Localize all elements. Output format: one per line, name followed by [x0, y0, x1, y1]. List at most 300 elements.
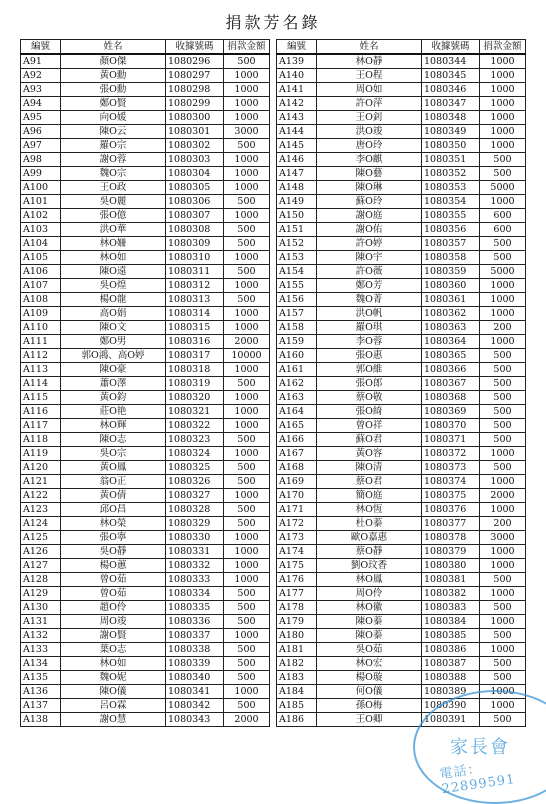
- donation-amount: 1000: [480, 125, 526, 139]
- receipt-number: 1080370: [422, 419, 480, 433]
- receipt-number: 1080344: [422, 54, 480, 69]
- donation-amount: 500: [224, 139, 270, 153]
- donation-amount: 200: [480, 517, 526, 531]
- donor-id: A156: [277, 293, 317, 307]
- receipt-number: 1080345: [422, 69, 480, 83]
- donor-id: A126: [21, 545, 61, 559]
- donor-name: 張O勳: [61, 83, 166, 97]
- donor-id: A95: [21, 111, 61, 125]
- donor-id: A139: [277, 54, 317, 69]
- donor-name: 黃O鳳: [61, 461, 166, 475]
- donor-id: A182: [277, 657, 317, 671]
- receipt-number: 1080361: [422, 293, 480, 307]
- donor-table-left: [20, 39, 270, 727]
- donor-id: A109: [21, 307, 61, 321]
- donation-amount: 1000: [480, 279, 526, 293]
- receipt-number: 1080355: [422, 209, 480, 223]
- donor-name: 邱O昌: [61, 503, 166, 517]
- donation-amount: 500: [480, 461, 526, 475]
- donation-amount: 500: [480, 419, 526, 433]
- table-row: [277, 517, 526, 531]
- donation-amount: 1000: [480, 545, 526, 559]
- table-row: [21, 461, 270, 475]
- donor-name: 鄭O芳: [317, 279, 422, 293]
- table-row: [21, 489, 270, 503]
- receipt-number: 1080363: [422, 321, 480, 335]
- table-row: [21, 139, 270, 153]
- donation-amount: 1000: [224, 321, 270, 335]
- donation-amount: 500: [224, 643, 270, 657]
- receipt-number: 1080360: [422, 279, 480, 293]
- donor-name: 蘇O君: [317, 433, 422, 447]
- donation-amount: 500: [224, 517, 270, 531]
- donor-name: 楊O龍: [61, 293, 166, 307]
- donor-id: A138: [21, 713, 61, 727]
- table-row: [277, 601, 526, 615]
- donor-id: A135: [21, 671, 61, 685]
- donor-id: A167: [277, 447, 317, 461]
- donor-name: 曾O茹: [61, 573, 166, 587]
- receipt-number: 1080341: [166, 685, 224, 699]
- donor-name: 顏O傑: [61, 54, 166, 69]
- donation-amount: 500: [480, 657, 526, 671]
- receipt-number: 1080305: [166, 181, 224, 195]
- donation-amount: 1000: [480, 97, 526, 111]
- donor-id: A154: [277, 265, 317, 279]
- donor-id: A153: [277, 251, 317, 265]
- table-row: [277, 335, 526, 349]
- receipt-number: 1080373: [422, 461, 480, 475]
- receipt-number: 1080377: [422, 517, 480, 531]
- donor-id: A113: [21, 363, 61, 377]
- receipt-number: 1080321: [166, 405, 224, 419]
- donor-name: 呂O霖: [61, 699, 166, 713]
- donation-amount: 1000: [480, 503, 526, 517]
- donor-id: A166: [277, 433, 317, 447]
- donor-id: A179: [277, 615, 317, 629]
- donor-id: A164: [277, 405, 317, 419]
- receipt-number: 1080386: [422, 643, 480, 657]
- donor-id: A94: [21, 97, 61, 111]
- table-row: [21, 307, 270, 321]
- table-row: [21, 531, 270, 545]
- header-amount: 捐款金額: [480, 40, 526, 55]
- donor-id: A186: [277, 713, 317, 727]
- table-row: [21, 685, 270, 699]
- donation-amount: 500: [224, 657, 270, 671]
- receipt-number: 1080339: [166, 657, 224, 671]
- donor-name: 高O娟: [61, 307, 166, 321]
- donation-amount: 5000: [480, 265, 526, 279]
- donor-id: A177: [277, 587, 317, 601]
- donor-name: 林O徽: [317, 601, 422, 615]
- donor-name: 李O蓉: [317, 335, 422, 349]
- donor-name: 許O萍: [317, 97, 422, 111]
- receipt-number: 1080322: [166, 419, 224, 433]
- table-row: [21, 181, 270, 195]
- donor-name: 黃O倩: [61, 489, 166, 503]
- donor-name: 郭O維: [317, 363, 422, 377]
- donor-id: A125: [21, 531, 61, 545]
- donation-amount: 1000: [224, 111, 270, 125]
- donation-amount: 500: [224, 54, 270, 69]
- donor-id: A92: [21, 69, 61, 83]
- table-row: [277, 83, 526, 97]
- table-row: [21, 405, 270, 419]
- stamp-phone: 電話：22899591: [438, 761, 517, 798]
- donation-amount: 1000: [224, 405, 270, 419]
- donor-name: 林O靜: [317, 54, 422, 69]
- donation-amount: 1000: [224, 83, 270, 97]
- donor-name: 洪O華: [61, 223, 166, 237]
- receipt-number: 1080346: [422, 83, 480, 97]
- donation-amount: 600: [480, 223, 526, 237]
- donor-id: A102: [21, 209, 61, 223]
- donor-name: 許O薇: [317, 265, 422, 279]
- donation-amount: 500: [480, 167, 526, 181]
- donor-name: 張O郎: [317, 377, 422, 391]
- donor-name: 洪O帆: [317, 307, 422, 321]
- donor-name: 林O如: [61, 251, 166, 265]
- receipt-number: 1080374: [422, 475, 480, 489]
- donor-name: 趙O伶: [61, 601, 166, 615]
- donor-id: A137: [21, 699, 61, 713]
- table-row: [21, 363, 270, 377]
- donor-id: A133: [21, 643, 61, 657]
- donor-id: A93: [21, 83, 61, 97]
- donor-name: 張O綺: [317, 405, 422, 419]
- donor-name: 羅O琪: [317, 321, 422, 335]
- donor-id: A129: [21, 587, 61, 601]
- donor-name: 曾O祥: [317, 419, 422, 433]
- table-row: [277, 153, 526, 167]
- table-row: [21, 377, 270, 391]
- donor-name: 蔡O靜: [317, 545, 422, 559]
- donor-id: A122: [21, 489, 61, 503]
- table-row: [277, 503, 526, 517]
- donor-id: A128: [21, 573, 61, 587]
- table-row: [21, 69, 270, 83]
- table-row: [277, 629, 526, 643]
- table-row: [21, 517, 270, 531]
- table-row: [21, 643, 270, 657]
- receipt-number: 1080319: [166, 377, 224, 391]
- donor-name: 魏O妮: [61, 671, 166, 685]
- donor-name: 蔡O敬: [317, 391, 422, 405]
- donation-amount: 1000: [224, 69, 270, 83]
- donation-amount: 1000: [224, 629, 270, 643]
- donation-amount: 500: [480, 153, 526, 167]
- donor-name: 魏O宗: [61, 167, 166, 181]
- donor-name: 劉O玟香: [317, 559, 422, 573]
- donor-id: A114: [21, 377, 61, 391]
- receipt-number: 1080380: [422, 559, 480, 573]
- donor-id: A107: [21, 279, 61, 293]
- header-name: 姓名: [317, 40, 422, 55]
- donor-id: A120: [21, 461, 61, 475]
- donor-id: A144: [277, 125, 317, 139]
- table-row: [277, 657, 526, 671]
- donation-amount: 500: [224, 587, 270, 601]
- donor-name: 簡O庭: [317, 489, 422, 503]
- receipt-number: 1080362: [422, 307, 480, 321]
- donor-id: A155: [277, 279, 317, 293]
- donor-id: A152: [277, 237, 317, 251]
- donor-id: A165: [277, 419, 317, 433]
- donor-name: 吳O茹: [317, 643, 422, 657]
- table-row: [21, 153, 270, 167]
- receipt-number: 1080331: [166, 545, 224, 559]
- receipt-number: 1080350: [422, 139, 480, 153]
- receipt-number: 1080375: [422, 489, 480, 503]
- receipt-number: 1080325: [166, 461, 224, 475]
- donor-name: 吳O宗: [61, 447, 166, 461]
- table-row: [21, 237, 270, 251]
- donation-amount: 1000: [480, 111, 526, 125]
- donor-id: A161: [277, 363, 317, 377]
- donation-amount: 500: [480, 713, 526, 727]
- receipt-number: 1080299: [166, 97, 224, 111]
- receipt-number: 1080338: [166, 643, 224, 657]
- donor-name: 蔡O君: [317, 475, 422, 489]
- donor-id: A159: [277, 335, 317, 349]
- donor-id: A110: [21, 321, 61, 335]
- donor-name: 杜O蓁: [317, 517, 422, 531]
- table-row: [277, 69, 526, 83]
- donor-name: 周O伶: [317, 587, 422, 601]
- table-row: [277, 293, 526, 307]
- receipt-number: 1080329: [166, 517, 224, 531]
- receipt-number: 1080391: [422, 713, 480, 727]
- table-row: [21, 391, 270, 405]
- donor-id: A118: [21, 433, 61, 447]
- donor-name: 蘇O玲: [317, 195, 422, 209]
- donation-amount: 500: [480, 405, 526, 419]
- donor-id: A160: [277, 349, 317, 363]
- receipt-number: 1080389: [422, 685, 480, 699]
- table-row: [21, 615, 270, 629]
- donation-amount: 200: [480, 321, 526, 335]
- donor-name: 謝O佑: [317, 223, 422, 237]
- donor-name: 周O竣: [61, 615, 166, 629]
- receipt-number: 1080366: [422, 363, 480, 377]
- donation-amount: 1000: [224, 545, 270, 559]
- donor-name: 陳O豪: [61, 363, 166, 377]
- table-row: [21, 545, 270, 559]
- table-row: [277, 251, 526, 265]
- donor-rows-right: [277, 54, 526, 727]
- donation-amount: 1000: [224, 307, 270, 321]
- table-row: [277, 419, 526, 433]
- table-row: [277, 125, 526, 139]
- donor-id: A168: [277, 461, 317, 475]
- table-row: [21, 573, 270, 587]
- donation-amount: 500: [480, 629, 526, 643]
- donation-amount: 1000: [224, 97, 270, 111]
- donation-amount: 1000: [224, 251, 270, 265]
- table-row: [277, 405, 526, 419]
- donation-amount: 1000: [224, 489, 270, 503]
- donor-id: A97: [21, 139, 61, 153]
- receipt-number: 1080313: [166, 293, 224, 307]
- donation-amount: 1000: [224, 419, 270, 433]
- receipt-number: 1080312: [166, 279, 224, 293]
- receipt-number: 1080298: [166, 83, 224, 97]
- receipt-number: 1080333: [166, 573, 224, 587]
- table-row: [21, 657, 270, 671]
- donor-id: A123: [21, 503, 61, 517]
- receipt-number: 1080376: [422, 503, 480, 517]
- table-header-row: [277, 40, 526, 55]
- donor-name: 歐O嘉惠: [317, 531, 422, 545]
- receipt-number: 1080306: [166, 195, 224, 209]
- donor-id: A121: [21, 475, 61, 489]
- donor-id: A91: [21, 54, 61, 69]
- table-row: [21, 699, 270, 713]
- table-row: [277, 587, 526, 601]
- donor-name: 魏O菁: [317, 293, 422, 307]
- table-row: [21, 447, 270, 461]
- donor-name: 鄭O男: [61, 335, 166, 349]
- donor-id: A96: [21, 125, 61, 139]
- donor-name: 陳O文: [61, 321, 166, 335]
- donor-name: 翁O正: [61, 475, 166, 489]
- receipt-number: 1080307: [166, 209, 224, 223]
- table-row: [277, 349, 526, 363]
- donor-id: A162: [277, 377, 317, 391]
- donor-name: 謝O慧: [61, 713, 166, 727]
- table-row: [21, 713, 270, 727]
- table-row: [277, 643, 526, 657]
- donor-name: 楊O蕙: [61, 559, 166, 573]
- donor-id: A103: [21, 223, 61, 237]
- donor-id: A116: [21, 405, 61, 419]
- donor-id: A172: [277, 517, 317, 531]
- donor-name: 王O政: [61, 181, 166, 195]
- donor-name: 謝O蓉: [61, 153, 166, 167]
- receipt-number: 1080310: [166, 251, 224, 265]
- donor-name: 張O億: [61, 209, 166, 223]
- donation-amount: 500: [224, 461, 270, 475]
- donor-id: A147: [277, 167, 317, 181]
- donation-amount: 5000: [480, 181, 526, 195]
- donor-name: 謝O賢: [61, 629, 166, 643]
- table-row: [277, 195, 526, 209]
- donor-id: A112: [21, 349, 61, 363]
- donor-id: A130: [21, 601, 61, 615]
- receipt-number: 1080349: [422, 125, 480, 139]
- donor-name: 王O卿: [317, 713, 422, 727]
- receipt-number: 1080320: [166, 391, 224, 405]
- donor-id: A106: [21, 265, 61, 279]
- receipt-number: 1080328: [166, 503, 224, 517]
- receipt-number: 1080304: [166, 167, 224, 181]
- donor-id: A140: [277, 69, 317, 83]
- donor-name: 林O恆: [317, 503, 422, 517]
- donation-amount: 1000: [480, 335, 526, 349]
- donor-name: 陳O志: [61, 433, 166, 447]
- table-row: [21, 293, 270, 307]
- donation-amount: 10000: [224, 349, 270, 363]
- donor-id: A158: [277, 321, 317, 335]
- receipt-number: 1080309: [166, 237, 224, 251]
- donor-name: 張O惠: [317, 349, 422, 363]
- donor-id: A101: [21, 195, 61, 209]
- receipt-number: 1080332: [166, 559, 224, 573]
- donor-name: 孫O梅: [317, 699, 422, 713]
- donor-id: A150: [277, 209, 317, 223]
- table-row: [277, 265, 526, 279]
- donation-amount: 3000: [224, 125, 270, 139]
- donor-id: A146: [277, 153, 317, 167]
- donor-id: A131: [21, 615, 61, 629]
- donor-id: A100: [21, 181, 61, 195]
- donation-amount: 1000: [480, 83, 526, 97]
- donor-name: 陳O蓁: [317, 615, 422, 629]
- receipt-number: 1080353: [422, 181, 480, 195]
- donor-name: 吳O靜: [61, 545, 166, 559]
- donation-amount: 500: [224, 237, 270, 251]
- donor-name: 陳O儀: [61, 685, 166, 699]
- table-row: [21, 321, 270, 335]
- donation-amount: 500: [224, 195, 270, 209]
- donor-id: A169: [277, 475, 317, 489]
- donation-amount: 1000: [480, 643, 526, 657]
- receipt-number: 1080356: [422, 223, 480, 237]
- table-row: [277, 391, 526, 405]
- donor-id: A143: [277, 111, 317, 125]
- table-row: [21, 167, 270, 181]
- donation-amount: 500: [224, 265, 270, 279]
- receipt-number: 1080327: [166, 489, 224, 503]
- table-row: [277, 279, 526, 293]
- donation-amount: 500: [224, 699, 270, 713]
- receipt-number: 1080302: [166, 139, 224, 153]
- donation-amount: 1000: [224, 531, 270, 545]
- donation-amount: 1000: [224, 363, 270, 377]
- donation-amount: 500: [480, 601, 526, 615]
- table-row: [21, 125, 270, 139]
- donor-name: 陳O宇: [317, 251, 422, 265]
- donation-amount: 1000: [224, 391, 270, 405]
- donor-name: 林O如: [61, 657, 166, 671]
- donor-name: 黃O容: [317, 447, 422, 461]
- donor-id: A134: [21, 657, 61, 671]
- table-row: [277, 237, 526, 251]
- donor-name: 林O榮: [61, 517, 166, 531]
- donation-amount: 1000: [480, 195, 526, 209]
- donor-id: A163: [277, 391, 317, 405]
- table-row: [21, 195, 270, 209]
- donation-amount: 1000: [224, 559, 270, 573]
- donor-name: 李O麒: [317, 153, 422, 167]
- receipt-number: 1080387: [422, 657, 480, 671]
- donor-rows-left: [21, 54, 270, 727]
- donation-amount: 500: [224, 475, 270, 489]
- donor-id: A151: [277, 223, 317, 237]
- receipt-number: 1080364: [422, 335, 480, 349]
- donor-name: 陳O清: [317, 461, 422, 475]
- table-row: [21, 475, 270, 489]
- receipt-number: 1080300: [166, 111, 224, 125]
- receipt-number: 1080336: [166, 615, 224, 629]
- donation-amount: 1000: [480, 54, 526, 69]
- donor-name: 陳O藝: [317, 167, 422, 181]
- table-row: [277, 97, 526, 111]
- table-row: [21, 349, 270, 363]
- receipt-number: 1080357: [422, 237, 480, 251]
- donor-name: 何O儀: [317, 685, 422, 699]
